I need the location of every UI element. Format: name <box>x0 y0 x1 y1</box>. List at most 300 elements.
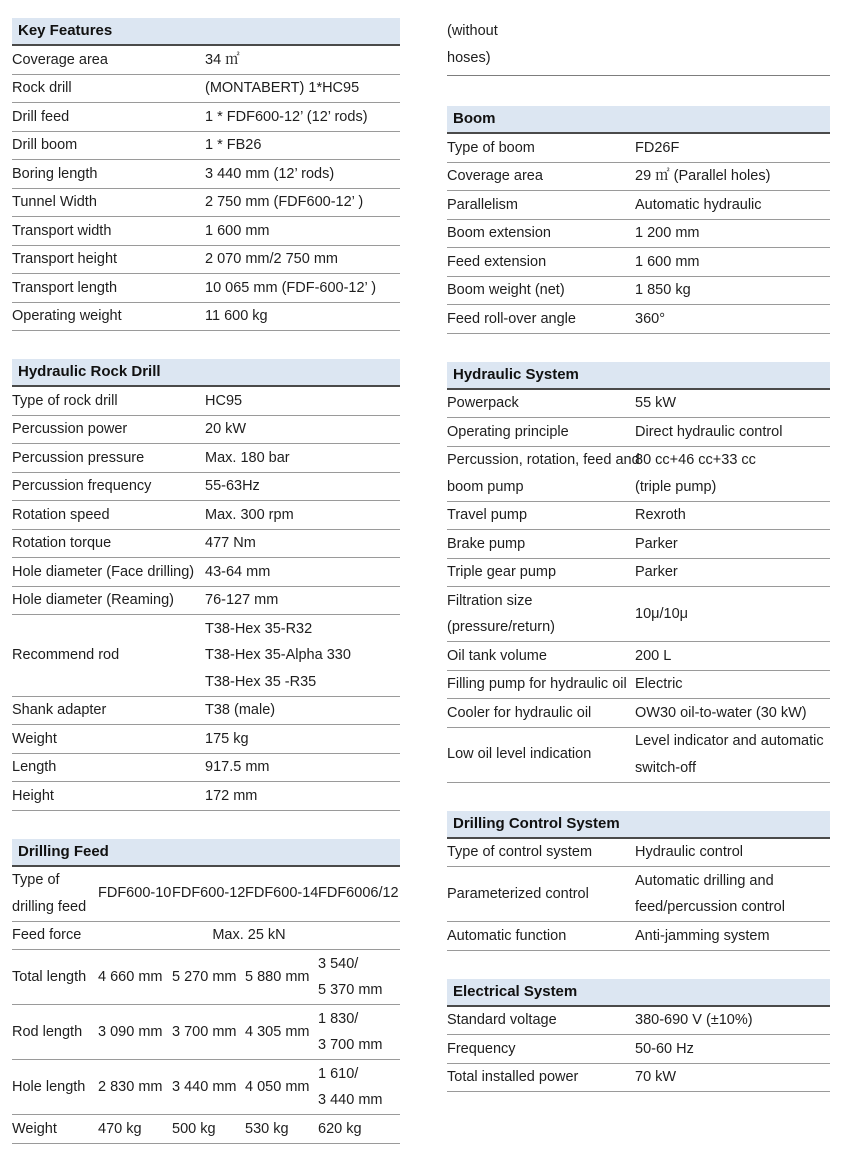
spec-value <box>98 922 400 949</box>
spec-value-line: 10μ/10μ <box>635 605 688 622</box>
spec-value-line: 1 610/ <box>318 1065 359 1082</box>
spec-value-line: 3 700 mm <box>318 1037 383 1053</box>
spec-value-line: T38 (male) <box>205 702 276 718</box>
spec-value <box>98 1019 172 1046</box>
spec-label-line: (pressure/return) <box>447 619 555 635</box>
section-electrical-system <box>447 979 830 1093</box>
spec-label <box>447 1007 635 1034</box>
right-column <box>447 18 830 1172</box>
spec-value-line: 530 kg <box>245 1120 289 1137</box>
spec-row <box>447 1064 830 1093</box>
spec-label <box>12 964 98 991</box>
spec-label <box>12 104 205 131</box>
spec-label-line: Transport width <box>12 222 112 239</box>
spec-value-line: Hydraulic control <box>635 844 743 860</box>
spec-value-line: OW30 oil-to-water (30 kW) <box>635 704 807 721</box>
spec-value <box>635 306 830 333</box>
spec-value <box>205 189 400 216</box>
spec-value <box>98 964 172 991</box>
spec-value-line: FD26F <box>635 139 680 156</box>
spec-label <box>12 922 98 949</box>
spec-label <box>447 700 635 727</box>
spec-row <box>447 502 830 531</box>
spec-value-line: 3 440 mm <box>172 1078 237 1095</box>
spec-row <box>447 559 830 588</box>
spec-value <box>172 1074 245 1101</box>
spec-label-line: Recommend rod <box>12 647 120 663</box>
spec-value-line: 3 090 mm <box>98 1023 163 1040</box>
spec-label <box>447 249 635 276</box>
spec-label <box>447 277 635 304</box>
spec-value-line: 4 050 mm <box>245 1078 310 1095</box>
spec-value-line: 172 mm <box>205 787 258 804</box>
spec-row <box>447 248 830 277</box>
spec-value-line: 55-63Hz <box>205 478 260 494</box>
spec-row <box>447 530 830 559</box>
spec-label <box>447 192 635 219</box>
spec-row <box>12 473 400 502</box>
spec-row <box>12 189 400 218</box>
spec-value-line: Max. 180 bar <box>205 449 290 466</box>
spec-label-line: Rock drill <box>12 80 72 96</box>
spec-value-line: T38-Hex 35-Alpha 330 <box>205 647 351 663</box>
spec-label <box>447 220 635 247</box>
spec-value <box>635 531 830 558</box>
spec-value-line: Max. 25 kN <box>212 927 286 943</box>
spec-value-line: 470 kg <box>98 1120 142 1137</box>
spec-value-line: T38-Hex 35 -R35 <box>205 673 317 690</box>
spec-value <box>205 726 400 753</box>
spec-value-line: (triple pump) <box>635 478 717 495</box>
spec-label <box>12 303 205 330</box>
spec-label <box>447 135 635 162</box>
spec-value-line: 2 750 mm (FDF600-12’ ) <box>205 194 364 210</box>
spec-value <box>205 75 400 102</box>
spec-label <box>447 1064 635 1091</box>
spec-value-line: 5 370 mm <box>318 982 383 998</box>
spec-label-line: Standard voltage <box>447 1012 557 1028</box>
spec-value <box>245 1019 318 1046</box>
spec-row <box>447 134 830 163</box>
spec-label <box>447 1036 635 1063</box>
spec-row <box>12 782 400 811</box>
spec-label-line: Hole diameter (Reaming) <box>12 592 174 608</box>
section-drilling-control-system <box>447 811 830 951</box>
spec-value-line: 1 * FDF600-12’ (12’ rods) <box>205 108 368 125</box>
spec-value <box>205 275 400 302</box>
spec-value <box>635 601 830 628</box>
spec-value-line: Rexroth <box>635 507 686 523</box>
spec-value <box>205 754 400 781</box>
spec-label <box>12 132 205 159</box>
spec-value <box>318 951 400 1004</box>
spec-label-line: Parameterized control <box>447 885 589 902</box>
spec-label-line: Filtration size <box>447 592 533 609</box>
spec-value <box>635 419 830 446</box>
spec-label <box>12 530 205 557</box>
spec-row <box>12 246 400 275</box>
spec-label <box>447 741 635 768</box>
spec-value-line: FDF600-10 <box>98 885 172 902</box>
spec-label <box>12 388 205 415</box>
spec-label <box>12 502 205 529</box>
spec-row <box>12 75 400 104</box>
spec-value <box>205 132 400 159</box>
spec-row <box>447 191 830 220</box>
spec-row <box>447 839 830 868</box>
spec-value <box>635 277 830 304</box>
spec-row <box>12 160 400 189</box>
spec-value-line: 4 305 mm <box>245 1023 310 1040</box>
spec-value-line: Automatic drilling and <box>635 872 774 889</box>
spec-value <box>172 964 245 991</box>
section-title: Hydraulic Rock Drill <box>12 359 400 387</box>
spec-value <box>635 192 830 219</box>
spec-value <box>635 220 830 247</box>
spec-value-line: 34 ㎡ <box>205 51 240 68</box>
section-drilling-feed <box>12 839 400 1144</box>
section-title: Hydraulic System <box>447 362 830 390</box>
spec-label-line: Boom weight (net) <box>447 282 565 298</box>
spec-value-line: FDF600-12 <box>172 885 246 902</box>
spec-value <box>98 880 172 907</box>
spec-label-line: Coverage area <box>447 168 543 184</box>
spec-label-line: Hole length <box>12 1078 86 1095</box>
spec-value <box>205 559 400 586</box>
spec-value-line: 43-64 mm <box>205 563 271 580</box>
spec-row <box>12 46 400 75</box>
spec-label-line: Shank adapter <box>12 702 107 718</box>
spec-label-line: Coverage area <box>12 51 108 68</box>
spec-value <box>635 447 830 500</box>
continuation-line: (without <box>447 23 498 39</box>
spec-value-line: 3 440 mm (12’ rods) <box>205 165 335 182</box>
spec-value <box>205 502 400 529</box>
spec-label-line: Height <box>12 787 54 804</box>
spec-label-line: Percussion pressure <box>12 449 145 466</box>
spec-value-line: 1 600 mm <box>205 222 270 239</box>
spec-label-line: Rotation torque <box>12 535 112 551</box>
spec-row <box>12 1115 400 1144</box>
spec-label <box>447 306 635 333</box>
section-title: Electrical System <box>447 979 830 1007</box>
spec-label <box>12 867 98 920</box>
spec-value-line: Max. 300 rpm <box>205 506 294 523</box>
spec-label-line: Type of <box>12 872 60 888</box>
spec-row <box>447 163 830 192</box>
spec-row <box>12 132 400 161</box>
spec-value-line: 10 065 mm (FDF-600-12’ ) <box>205 279 377 296</box>
spec-value-line: Parker <box>635 535 678 552</box>
spec-label <box>12 473 205 500</box>
spec-value-line: 917.5 mm <box>205 759 270 775</box>
spec-label-line: Travel pump <box>447 507 528 523</box>
spec-value-line: 20 kW <box>205 421 247 437</box>
spec-label-line: Operating principle <box>447 423 569 440</box>
spec-value <box>635 868 830 921</box>
spec-value <box>205 47 400 74</box>
spec-label-line: Length <box>12 759 57 775</box>
spec-value <box>635 1064 830 1091</box>
spec-row <box>447 867 830 922</box>
spec-value-line: 5 270 mm <box>172 968 237 985</box>
spec-row <box>447 587 830 642</box>
spec-row <box>447 390 830 419</box>
spec-value <box>205 246 400 273</box>
spec-label <box>12 587 205 614</box>
spec-label-line: Weight <box>12 730 57 747</box>
spec-label <box>447 839 635 866</box>
spec-value <box>172 880 245 907</box>
section-title: Drilling Feed <box>12 839 400 867</box>
spec-row <box>12 274 400 303</box>
spec-value-line: 3 540/ <box>318 955 359 972</box>
spec-label <box>12 275 205 302</box>
spec-label <box>12 642 205 669</box>
spec-label-line: Operating weight <box>12 308 122 324</box>
spec-label-line: Cooler for hydraulic oil <box>447 704 592 721</box>
spec-row <box>447 671 830 700</box>
spec-label-line: Total installed power <box>447 1069 579 1085</box>
spec-label <box>12 416 205 443</box>
spec-label-line: boom pump <box>447 478 524 495</box>
spec-row <box>447 418 830 447</box>
continuation-text <box>447 18 830 76</box>
spec-label-line: Hole diameter (Face drilling) <box>12 563 195 580</box>
spec-value-line: FDF6006/12 <box>318 885 399 902</box>
spec-value-line: 76-127 mm <box>205 592 279 608</box>
spec-value-line: 1 830/ <box>318 1010 359 1027</box>
spec-value <box>635 923 830 950</box>
spec-value <box>205 445 400 472</box>
spec-label-line: Frequency <box>447 1040 516 1057</box>
spec-label-line: Powerpack <box>447 395 519 411</box>
spec-row <box>447 447 830 502</box>
spec-value <box>205 218 400 245</box>
spec-value-line: 1 200 mm <box>635 225 700 241</box>
spec-label-line: Brake pump <box>447 535 526 552</box>
spec-label-line: Parallelism <box>447 196 518 213</box>
spec-value <box>205 587 400 614</box>
spec-value <box>205 303 400 330</box>
spec-label <box>447 559 635 586</box>
spec-value-line: switch-off <box>635 759 696 776</box>
spec-label <box>447 447 640 500</box>
spec-value <box>318 880 400 907</box>
spec-row <box>447 728 830 783</box>
spec-value <box>635 135 830 162</box>
spec-value <box>205 616 400 696</box>
section-hydraulic-rock-drill <box>12 359 400 811</box>
section-title: Drilling Control System <box>447 811 830 839</box>
spec-label <box>447 390 635 417</box>
spec-value <box>205 416 400 443</box>
spec-label-line: Weight <box>12 1120 57 1137</box>
spec-value-line: 1 600 mm <box>635 253 700 270</box>
spec-label <box>12 559 205 586</box>
spec-value-line: 360° <box>635 310 665 327</box>
spec-label <box>447 419 635 446</box>
spec-label <box>447 923 635 950</box>
spec-value <box>635 559 830 586</box>
spec-label-line: Tunnel Width <box>12 194 97 210</box>
spec-label <box>12 246 205 273</box>
spec-row <box>12 587 400 616</box>
spec-label-line: Triple gear pump <box>447 564 557 580</box>
spec-value-line: 500 kg <box>172 1120 216 1137</box>
spec-value-line: 80 cc+46 cc+33 cc <box>635 452 756 468</box>
spec-label <box>12 75 205 102</box>
spec-label <box>12 783 205 810</box>
spec-row <box>12 615 400 697</box>
spec-row <box>12 754 400 783</box>
spec-label <box>447 163 635 190</box>
spec-value-line: 477 Nm <box>205 535 256 551</box>
spec-label <box>447 881 635 908</box>
spec-label <box>447 671 635 698</box>
spec-label-line: Type of boom <box>447 139 535 156</box>
spec-row <box>12 922 400 951</box>
spec-row <box>12 950 400 1005</box>
spec-value-line: 2 830 mm <box>98 1078 163 1095</box>
spec-value-line: HC95 <box>205 392 243 409</box>
spec-value-line: 50-60 Hz <box>635 1040 694 1057</box>
spec-label <box>12 218 205 245</box>
spec-value-line: 380-690 V (±10%) <box>635 1012 753 1028</box>
spec-label <box>12 445 205 472</box>
spec-label <box>12 1074 98 1101</box>
left-column <box>12 18 400 1172</box>
spec-value-line: 5 880 mm <box>245 968 310 985</box>
spec-label <box>12 1019 98 1046</box>
spec-label-line: Rotation speed <box>12 506 110 523</box>
spec-value-line: 1 * FB26 <box>205 137 262 153</box>
spec-value <box>205 530 400 557</box>
spec-label-line: Feed roll-over angle <box>447 310 576 327</box>
spec-value-line: Anti-jamming system <box>635 927 770 944</box>
spec-label <box>447 588 635 641</box>
spec-value-line: Parker <box>635 564 678 580</box>
spec-value <box>245 880 318 907</box>
section-key-features <box>12 18 400 331</box>
spec-row <box>12 444 400 473</box>
spec-value <box>635 839 830 866</box>
spec-label-line: Total length <box>12 968 87 985</box>
spec-label-line: Percussion frequency <box>12 478 152 494</box>
spec-value <box>635 249 830 276</box>
spec-value <box>318 1006 400 1059</box>
spec-value <box>205 473 400 500</box>
spec-row <box>12 867 400 922</box>
spec-value-line: T38-Hex 35-R32 <box>205 620 313 637</box>
spec-value <box>635 1007 830 1034</box>
spec-label-line: Transport height <box>12 251 118 267</box>
spec-value-line: 4 660 mm <box>98 968 163 985</box>
spec-label <box>447 502 635 529</box>
spec-label-line: Transport length <box>12 279 118 296</box>
spec-label <box>12 47 205 74</box>
section-hydraulic-system <box>447 362 830 783</box>
spec-row <box>12 416 400 445</box>
spec-value <box>245 1116 318 1143</box>
spec-value <box>635 502 830 529</box>
spec-value <box>205 161 400 188</box>
spec-value <box>635 390 830 417</box>
spec-value-line: 29 ㎡ (Parallel holes) <box>635 168 771 184</box>
spec-value <box>98 1074 172 1101</box>
spec-row <box>12 1060 400 1115</box>
spec-value-line: 620 kg <box>318 1120 362 1137</box>
spec-label <box>12 1116 98 1143</box>
spec-value-line: 55 kW <box>635 395 677 411</box>
spec-row <box>12 530 400 559</box>
spec-value-line: FDF600-14 <box>245 885 319 902</box>
spec-row <box>447 277 830 306</box>
spec-label <box>12 189 205 216</box>
spec-value <box>635 1036 830 1063</box>
spec-row <box>447 699 830 728</box>
spec-value <box>635 671 830 698</box>
spec-label-line: Type of rock drill <box>12 392 118 409</box>
spec-label-line: Rod length <box>12 1023 83 1040</box>
spec-row <box>12 1005 400 1060</box>
spec-row <box>12 501 400 530</box>
spec-value <box>205 783 400 810</box>
spec-value-line: 1 850 kg <box>635 282 691 298</box>
spec-value-line: 3 440 mm <box>318 1092 383 1108</box>
spec-label-line: Drill feed <box>12 108 70 125</box>
spec-row <box>12 558 400 587</box>
spec-label <box>12 726 205 753</box>
spec-value-line: Electric <box>635 676 683 692</box>
spec-label-line: Type of control system <box>447 844 593 860</box>
spec-label <box>447 643 635 670</box>
spec-label-line: Boom extension <box>447 225 551 241</box>
spec-row <box>447 1007 830 1036</box>
spec-value <box>245 1074 318 1101</box>
spec-label-line: Oil tank volume <box>447 647 547 664</box>
spec-value <box>635 728 830 781</box>
spec-label <box>447 531 635 558</box>
spec-label-line: Drill boom <box>12 137 78 153</box>
spec-row <box>12 697 400 726</box>
spec-label-line: drilling feed <box>12 898 87 915</box>
spec-value-line: Automatic hydraulic <box>635 196 762 213</box>
spec-label <box>12 754 205 781</box>
spec-label-line: Feed extension <box>447 253 547 270</box>
spec-value <box>205 104 400 131</box>
spec-value-line: 70 kW <box>635 1069 677 1085</box>
spec-value <box>172 1019 245 1046</box>
spec-label-line: Automatic function <box>447 927 567 944</box>
spec-value <box>205 388 400 415</box>
spec-row <box>447 1035 830 1064</box>
spec-value <box>245 964 318 991</box>
spec-value-line: 200 L <box>635 647 672 664</box>
spec-value <box>635 163 830 190</box>
section-boom <box>447 106 830 334</box>
spec-value-line: Level indicator and automatic <box>635 733 824 749</box>
spec-value-line: feed/percussion control <box>635 899 785 915</box>
spec-label-line: Boring length <box>12 165 98 182</box>
spec-row <box>447 305 830 334</box>
spec-value <box>205 697 400 724</box>
spec-value <box>98 1116 172 1143</box>
spec-label <box>12 697 205 724</box>
spec-label-line: Filling pump for hydraulic oil <box>447 676 627 692</box>
spec-value-line: Direct hydraulic control <box>635 423 783 440</box>
spec-value-line: 175 kg <box>205 730 249 747</box>
